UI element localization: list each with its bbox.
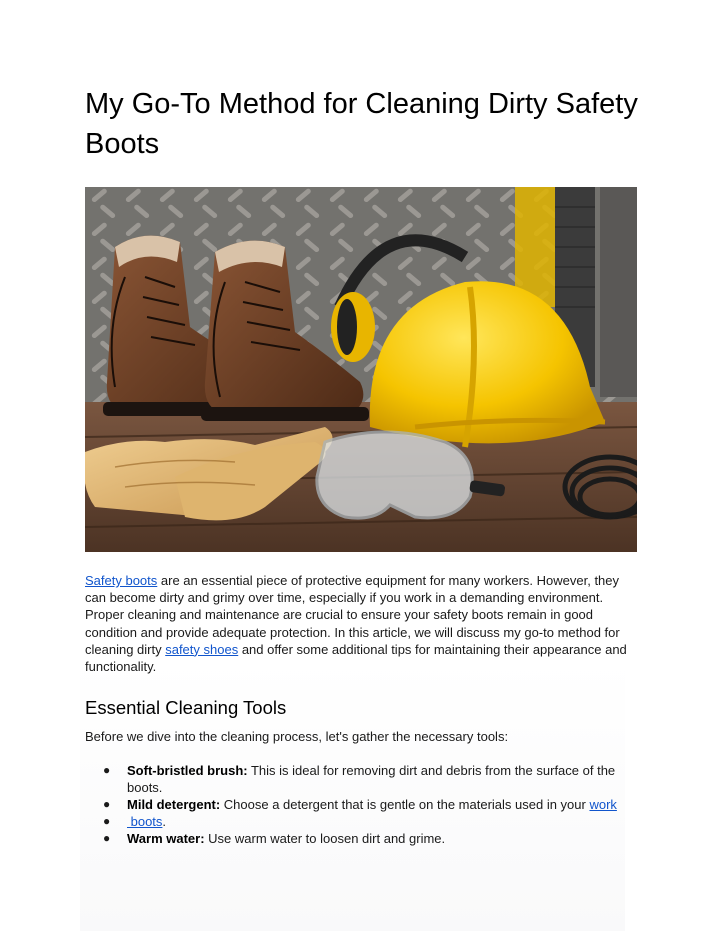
bullet: ●: [103, 831, 111, 845]
intro-text-2: and offer some additional tips for maintaining their appearance and functionality.: [85, 641, 627, 675]
tool-tail: .: [162, 814, 167, 829]
safety-gear-photo: [85, 187, 637, 552]
tool-desc: Choose a detergent that is gentle on the materials used in your: [220, 797, 590, 812]
bullet: ●: [103, 814, 111, 828]
intro-text-1: are an essential piece of protective equipment for many workers. However, they can become dirty and grimy over time, especially if you work in a demanding environment. Proper cleaning and maintenance are crucial to ensure your safety boots remain in good condition and provide adequate protection. In this article, we will discuss my go-to method for cleaning dirty: [85, 573, 620, 657]
safety-shoes-link[interactable]: safety shoes: [165, 641, 239, 657]
intro-paragraph: [85, 572, 635, 675]
tool-name: Warm water:: [127, 831, 205, 846]
safety-gear-illustration: [85, 187, 637, 552]
safety-boots-link[interactable]: Safety boots: [85, 573, 158, 588]
tool-desc: This is ideal for removing dirt and debris from the surface of the boots.: [127, 763, 616, 795]
list-item: [85, 813, 620, 830]
tool-name: Mild detergent:: [127, 797, 221, 812]
bullet: ●: [103, 797, 111, 811]
section-heading: Essential Cleaning Tools: [85, 697, 287, 718]
boots-link[interactable]: boots: [127, 814, 163, 829]
list-item: [85, 796, 620, 813]
tool-name: Soft-bristled brush:: [127, 763, 248, 778]
page-title: My Go-To Method for Cleaning Dirty Safety Boots: [85, 88, 638, 160]
bullet: ●: [103, 763, 111, 777]
list-item: [85, 762, 620, 796]
work-link[interactable]: work: [589, 797, 617, 812]
tool-desc: Use warm water to loosen dirt and grime.: [204, 831, 446, 846]
tools-list: [85, 762, 620, 847]
section-lead: Before we dive into the cleaning process, let's gather the necessary tools:: [85, 729, 509, 744]
list-item: [85, 830, 620, 847]
